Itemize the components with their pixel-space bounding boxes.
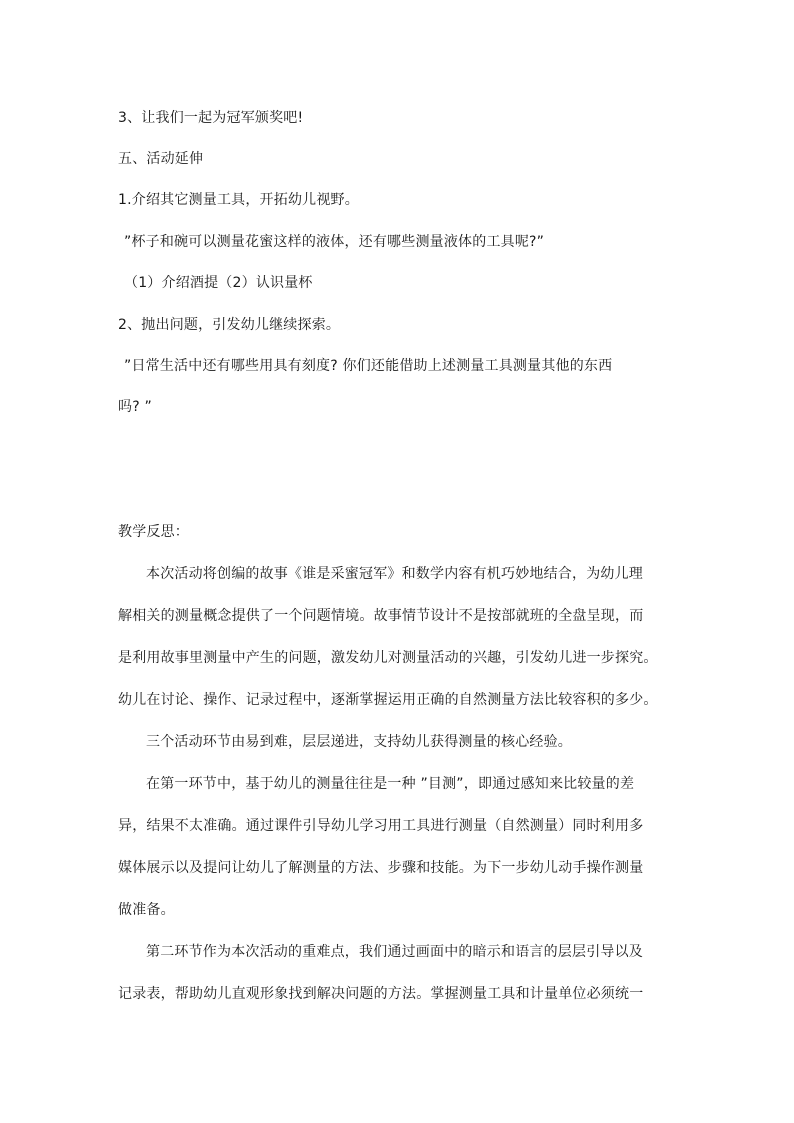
paragraph-line: 幼儿在讨论、操作、记录过程中，逐渐掌握运用正确的自然测量方法比较容积的多少。 bbox=[118, 692, 658, 708]
paragraph-line: 是利用故事里测量中产生的问题，激发幼儿对测量活动的兴趣，引发幼儿进一步探究。 bbox=[118, 650, 658, 666]
quote-scale-line-1: ”日常生活中还有哪些用具有刻度? 你们还能借助上述测量工具测量其他的东西 bbox=[124, 358, 613, 374]
paragraph-line: 记录表，帮助幼儿直观形象找到解决问题的方法。掌握测量工具和计量单位必须统一 bbox=[118, 986, 644, 1002]
paragraph-line: 媒体展示以及提问让幼儿了解测量的方法、步骤和技能。为下一步幼儿动手操作测量 bbox=[118, 860, 644, 876]
award-line: 3、让我们一起为冠军颁奖吧! bbox=[118, 110, 304, 126]
quote-liquid-tools: ”杯子和碗可以测量花蜜这样的液体，还有哪些测量液体的工具呢?” bbox=[124, 234, 545, 250]
paragraph-line: 本次活动将创编的故事《谁是采蜜冠军》和数学内容有机巧妙地结合，为幼儿理 bbox=[146, 566, 643, 582]
paragraph-line: 在第一环节中，基于幼儿的测量往往是一种 ”目测”，即通过感知来比较量的差 bbox=[146, 776, 635, 792]
tool-list-line: （1）介绍酒提（2）认识量杯 bbox=[124, 275, 313, 291]
paragraph-line: 三个活动环节由易到难，层层递进，支持幼儿获得测量的核心经验。 bbox=[146, 734, 572, 750]
paragraph-line: 异，结果不太准确。通过课件引导幼儿学习用工具进行测量（自然测量）同时利用多 bbox=[118, 818, 644, 834]
reflection-title: 教学反思： bbox=[118, 524, 189, 540]
paragraph-line: 第二环节作为本次活动的重难点，我们通过画面中的暗示和语言的层层引导以及 bbox=[146, 944, 643, 960]
paragraph-line: 解相关的测量概念提供了一个问题情境。故事情节设计不是按部就班的全盘呈现，而 bbox=[118, 608, 644, 624]
section-heading-extension: 五、活动延伸 bbox=[118, 151, 204, 167]
item-1-heading: 1.介绍其它测量工具，开拓幼儿视野。 bbox=[118, 192, 359, 208]
paragraph-line: 做准备。 bbox=[118, 902, 175, 918]
quote-scale-line-2: 吗? ” bbox=[118, 399, 152, 415]
item-2-heading: 2、抛出问题，引发幼儿继续探索。 bbox=[118, 317, 341, 333]
